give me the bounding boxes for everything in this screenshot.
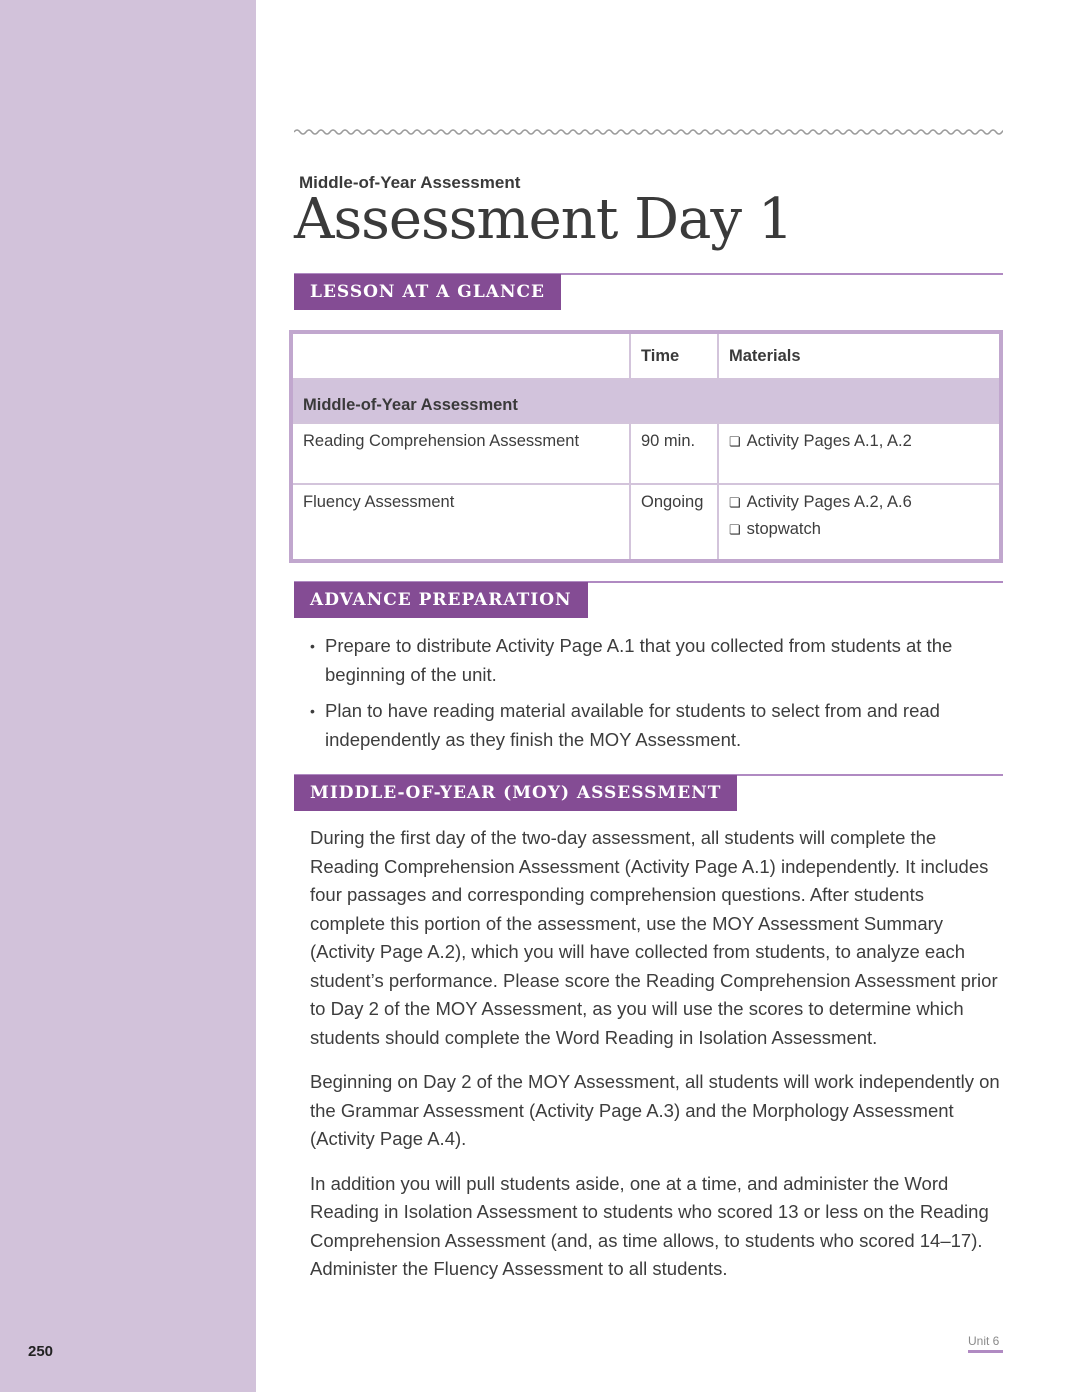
- table-header-row: [291, 332, 1001, 379]
- footer-accent-bar: [968, 1350, 1003, 1353]
- table-header-cell: Materials: [718, 332, 1001, 379]
- list-item: • Plan to have reading material available for students to select from and read independently as they finish the MOY Assessment.: [310, 697, 1000, 754]
- page-number: 250: [28, 1343, 54, 1360]
- sidebar-band: [0, 0, 256, 1392]
- table-header-cell: Time: [630, 332, 718, 379]
- table-group-label: Middle-of-Year Assessment: [291, 379, 1001, 423]
- section-label-moy-assessment: MIDDLE-OF-YEAR (MOY) ASSESSMENT: [294, 775, 737, 811]
- page-title: Assessment Day 1: [294, 187, 793, 252]
- lesson-kicker: Middle-of-Year Assessment: [299, 173, 521, 192]
- body-paragraph: Beginning on Day 2 of the MOY Assessment, all students will work independently on the Grammar Assessment (Activity Page A.3) and the Morphology Assessment (Activity Page A.4).: [310, 1071, 1000, 1149]
- table-row: [291, 484, 1001, 561]
- section-label-advance-preparation: ADVANCE PREPARATION: [294, 582, 588, 618]
- materials-item-label: Activity Pages A.1, A.2: [746, 432, 912, 450]
- time-cell: 90 min.: [630, 423, 718, 484]
- wavy-divider: [294, 126, 1003, 138]
- table-group-row: [291, 379, 1001, 423]
- materials-item: [729, 432, 989, 451]
- checkbox-icon: ❏: [729, 434, 741, 449]
- table-header-cell: [291, 332, 630, 379]
- materials-item: [729, 493, 989, 512]
- body-paragraph: In addition you will pull students aside, one at a time, and administer the Word Reading in Isolation Assessment to students who scored 13 or less on the Reading Comprehension Assessment (and, as time allows, to students who scored 14–17). Administer the Fluency Assessment to all students.: [310, 1172, 989, 1279]
- materials-item-label: stopwatch: [746, 520, 821, 538]
- footer-unit-label: Unit 6: [968, 1334, 1000, 1348]
- moy-assessment-body: [310, 824, 1000, 1300]
- checkbox-icon: ❏: [729, 522, 741, 537]
- materials-cell: [718, 484, 1001, 561]
- section-label-lesson-at-a-glance: LESSON AT A GLANCE: [294, 274, 561, 310]
- time-cell: Ongoing: [630, 484, 718, 561]
- materials-cell: [718, 423, 1001, 484]
- lesson-at-a-glance-table: [289, 330, 1003, 563]
- list-item: • Prepare to distribute Activity Page A.1 that you collected from students at the beginning of the unit.: [310, 632, 1000, 689]
- materials-item-label: Activity Pages A.2, A.6: [746, 493, 912, 511]
- advance-preparation-list: [310, 632, 1000, 762]
- checkbox-icon: ❏: [729, 495, 741, 510]
- table-row: [291, 423, 1001, 484]
- materials-item: [729, 520, 989, 539]
- body-paragraph: During the first day of the two-day assessment, all students will complete the Reading Comprehension Assessment (Activity Page A.1) independently. It includes four passages and corresponding comprehension questions. After students complete this portion of the assessment, use the MOY Assessment Summary (Activity Page A.2), which you will have collected from students, to analyze each student’s performance. Please score the Reading Comprehension Assessment prior to Day 2 of the MOY Assessment, as you will use the scores to determine which students should complete the Word Reading in Isolation Assessment.: [310, 827, 998, 1048]
- activity-cell: Fluency Assessment: [291, 484, 630, 561]
- activity-cell: Reading Comprehension Assessment: [291, 423, 630, 484]
